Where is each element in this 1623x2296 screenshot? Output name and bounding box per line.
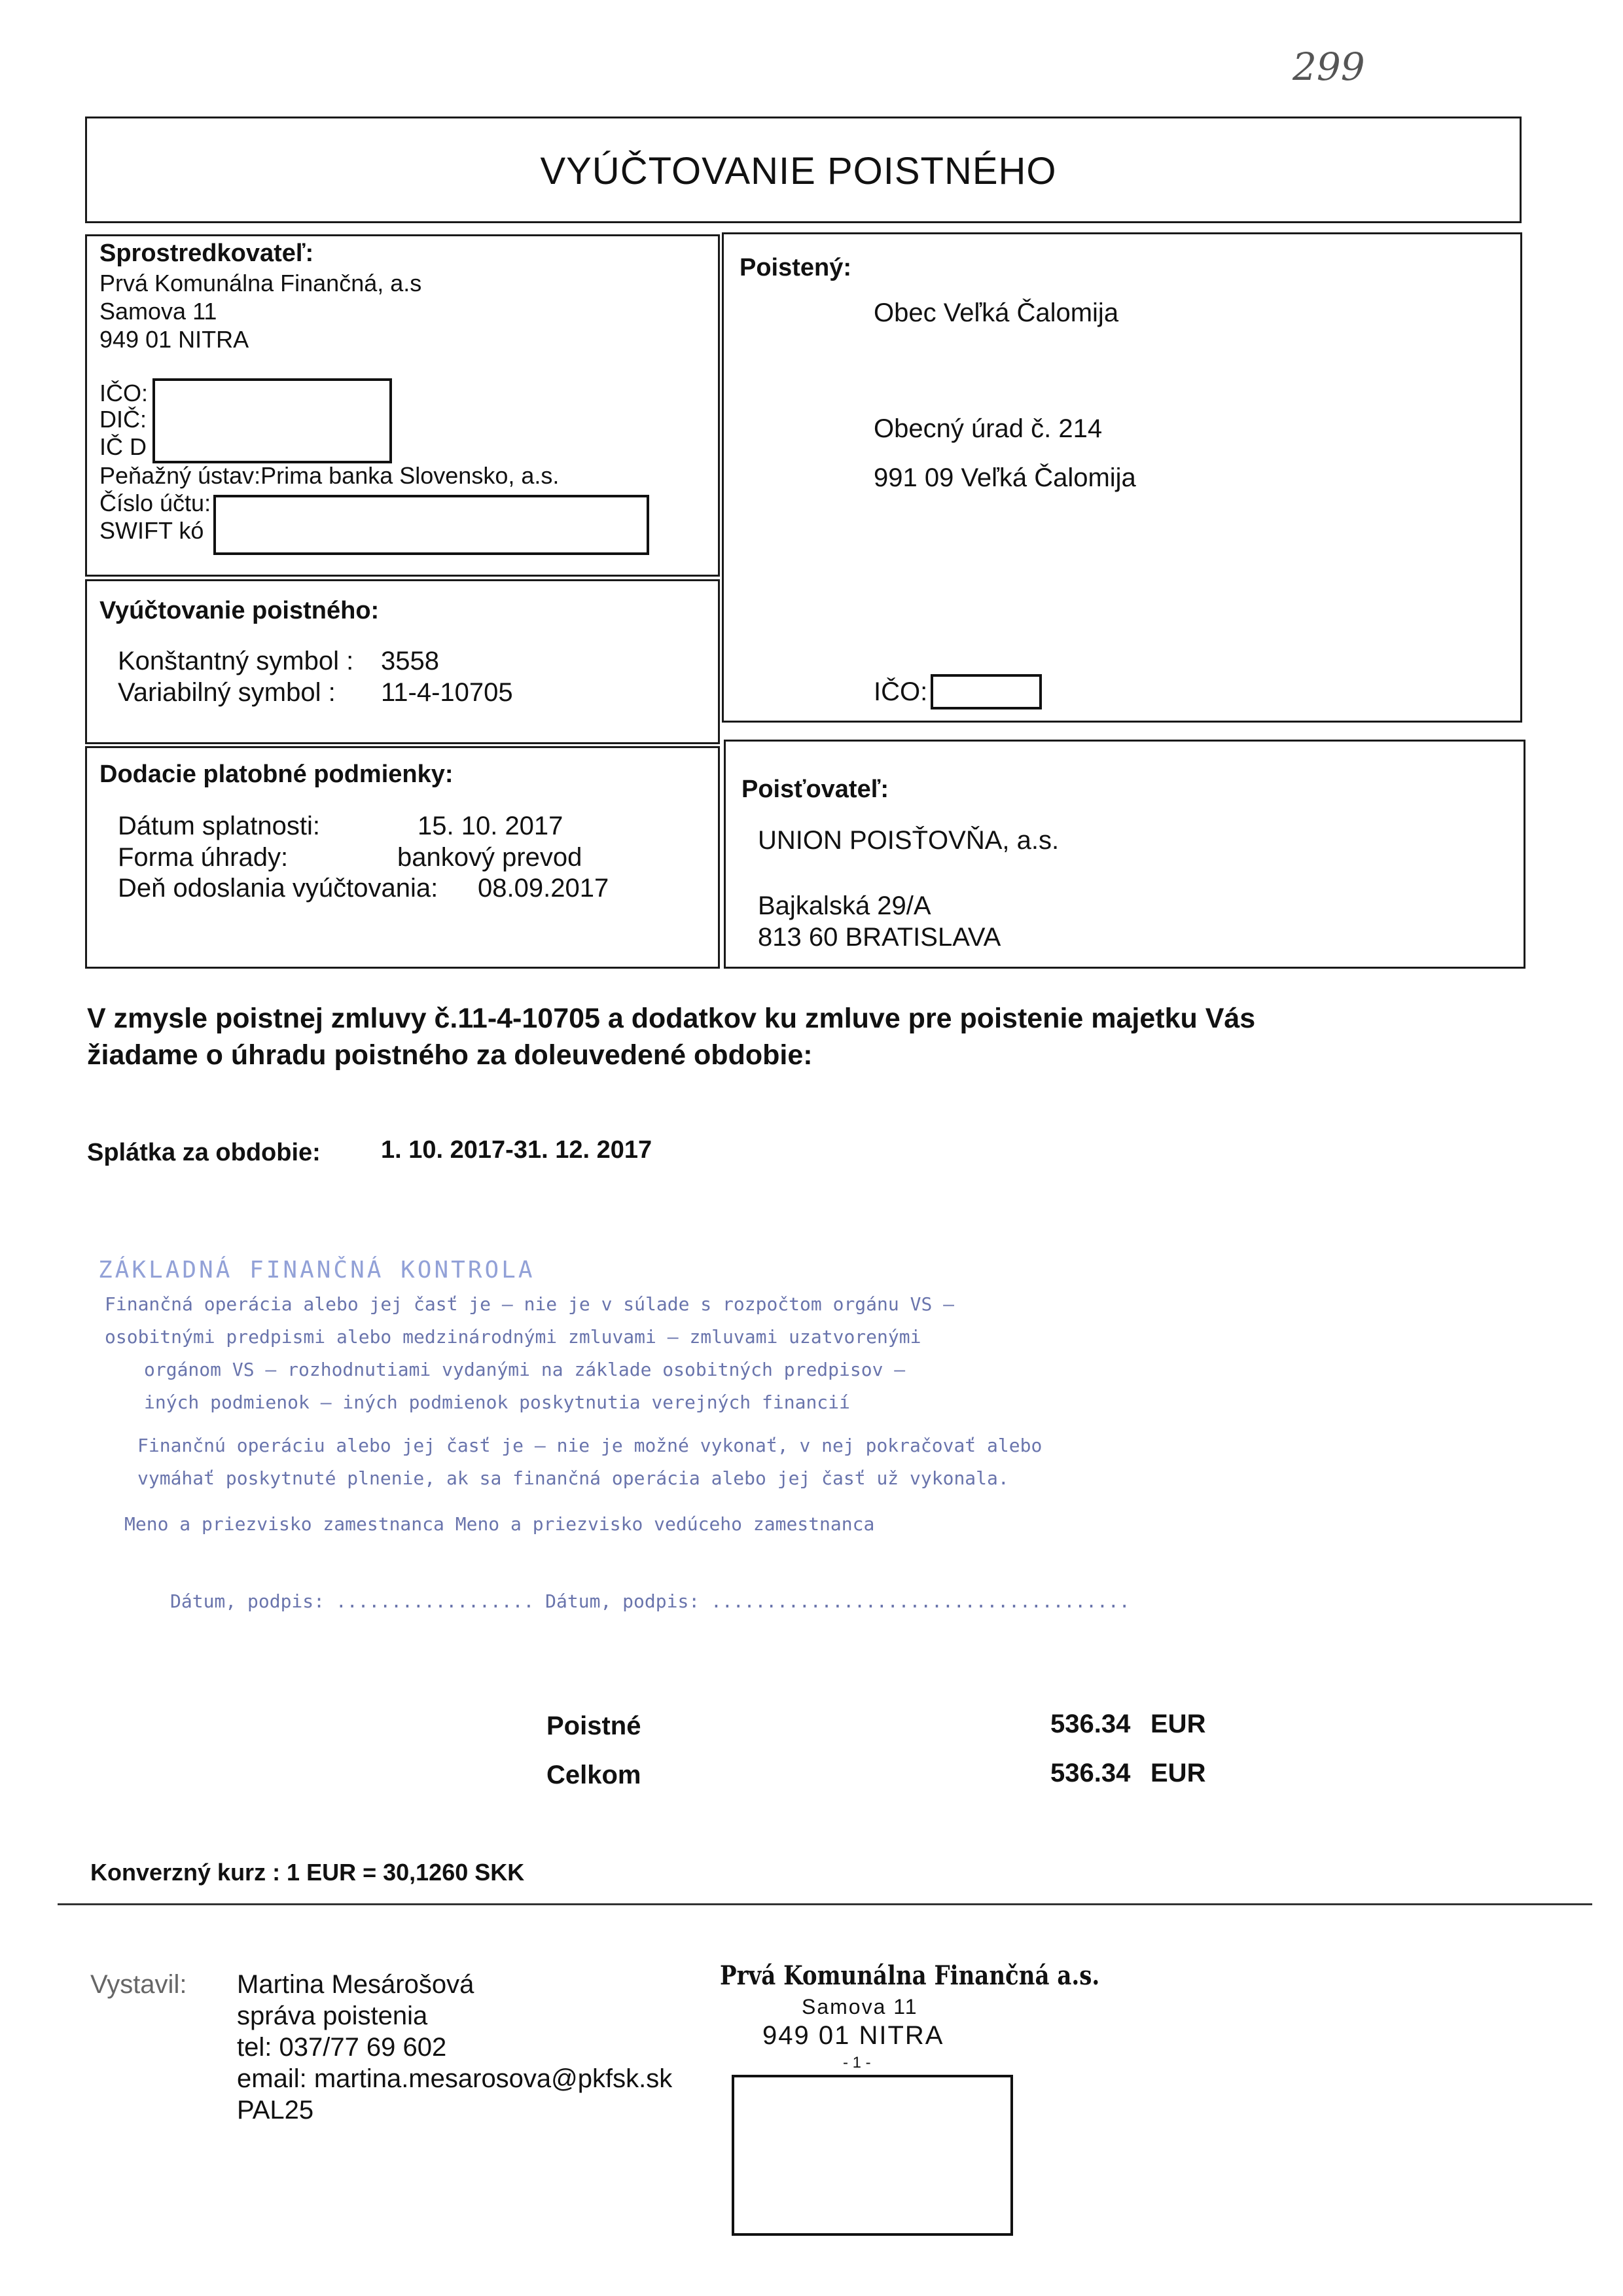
premium-value: 536.34: [1050, 1710, 1131, 1738]
stamp-line-7: vymáhať poskytnuté plnenie, ak sa finančná operácia alebo jej časť už vykonala.: [137, 1467, 1009, 1489]
stamp-line-2: Finančná operácia alebo jej časť je – nie je v súlade s rozpočtom orgánu VS –: [105, 1293, 955, 1315]
company-stamp-street: Samova 11: [802, 1995, 918, 2018]
installment-value: 1. 10. 2017-31. 12. 2017: [381, 1136, 652, 1164]
insured-ico-label: IČO:: [874, 677, 928, 706]
stamp-line-1: ZÁKLADNÁ FINANČNÁ KONTROLA: [98, 1257, 535, 1283]
insured-office: Obecný úrad č. 214: [874, 414, 1103, 443]
const-symbol-label: Konštantný symbol :: [118, 647, 354, 675]
request-line-2: žiadame o úhradu poistného za doleuvedené obdobie:: [87, 1039, 813, 1071]
conversion-rate: Konverzný kurz : 1 EUR = 30,1260 SKK: [90, 1859, 525, 1886]
intermediary-account-label: Číslo účtu:: [99, 490, 211, 516]
intermediary-ico-label: IČO:: [99, 380, 149, 406]
page-title: VYÚČTOVANIE POISTNÉHO: [540, 150, 1057, 192]
redacted-account: [213, 495, 649, 555]
payment-form-value: bankový prevod: [397, 843, 582, 872]
insured-city: 991 09 Veľká Čalomija: [874, 463, 1136, 492]
stamp-line-6: Finančnú operáciu alebo jej časť je – nie je možné vykonať, v nej pokračovať alebo: [137, 1435, 1043, 1456]
premium-label: Poistné: [546, 1712, 641, 1740]
sent-date-label: Deň odoslania vyúčtovania:: [118, 874, 438, 903]
intermediary-bank: Peňažný ústav:Prima banka Slovensko, a.s.: [99, 462, 560, 489]
billing-heading: Vyúčtovanie poistného:: [99, 597, 380, 624]
redacted-insured-ico: [931, 674, 1042, 709]
delivery-heading: Dodacie platobné podmienky:: [99, 761, 454, 788]
installment-label: Splátka za obdobie:: [87, 1139, 321, 1166]
issuer-code: PAL25: [237, 2096, 314, 2125]
issuer-name: Martina Mesárošová: [237, 1970, 474, 1999]
insurer-name: UNION POISŤOVŇA, a.s.: [758, 826, 1060, 855]
insurer-street: Bajkalská 29/A: [758, 891, 931, 920]
intermediary-name: Prvá Komunálna Finančná, a.s: [99, 270, 422, 296]
stamp-line-3: osobitnými predpismi alebo medzinárodnými zmluvami – zmluvami uzatvorenými: [105, 1326, 921, 1348]
intermediary-icdph-label: IČ D: [99, 433, 147, 460]
insurer-city: 813 60 BRATISLAVA: [758, 923, 1001, 952]
const-symbol-value: 3558: [381, 647, 439, 675]
company-stamp-page: - 1 -: [843, 2054, 871, 2072]
intermediary-street: Samova 11: [99, 298, 217, 325]
var-symbol-value: 11-4-10705: [381, 678, 513, 707]
stamp-line-5: iných podmienok – iných podmienok poskytnutia verejných financií: [144, 1391, 850, 1413]
footer-divider: [58, 1903, 1592, 1905]
issuer-dept: správa poistenia: [237, 2001, 428, 2030]
issuer-label: Vystavil:: [90, 1970, 187, 1999]
stamp-line-8: Meno a priezvisko zamestnanca Meno a priezvisko vedúceho zamestnanca: [124, 1513, 875, 1535]
due-date-value: 15. 10. 2017: [418, 812, 563, 840]
control-stamp: [92, 1257, 1130, 1636]
var-symbol-label: Variabilný symbol :: [118, 678, 336, 707]
intermediary-city: 949 01 NITRA: [99, 326, 249, 353]
stamp-line-4: orgánom VS – rozhodnutiami vydanými na základe osobitných predpisov –: [144, 1359, 906, 1380]
insurer-heading: Poisťovateľ:: [741, 776, 889, 803]
payment-form-label: Forma úhrady:: [118, 843, 289, 872]
due-date-label: Dátum splatnosti:: [118, 812, 321, 840]
intermediary-dic-label: DIČ:: [99, 406, 147, 433]
stamp-line-9: Dátum, podpis: .................. Dátum, podpis: ......................................: [170, 1590, 1130, 1612]
redacted-ids: [152, 378, 392, 463]
total-label: Celkom: [546, 1761, 641, 1789]
total-currency: EUR: [1150, 1759, 1206, 1787]
issuer-email: email: martina.mesarosova@pkfsk.sk: [237, 2064, 673, 2093]
insured-name: Obec Veľká Čalomija: [874, 298, 1119, 327]
redacted-signature: [732, 2075, 1013, 2236]
intermediary-swift-label: SWIFT kó: [99, 517, 204, 544]
intermediary-heading: Sprostredkovateľ:: [99, 240, 314, 267]
premium-currency: EUR: [1150, 1710, 1206, 1738]
handwritten-number: 299: [1293, 45, 1365, 89]
request-line-1: V zmysle poistnej zmluvy č.11-4-10705 a dodatkov ku zmluve pre poistenie majetku Vás: [87, 1003, 1256, 1034]
company-stamp-name: Prvá Komunálna Finančná a.s.: [720, 1960, 1100, 1991]
sent-date-value: 08.09.2017: [478, 874, 609, 903]
issuer-tel: tel: 037/77 69 602: [237, 2033, 447, 2062]
company-stamp-city: 949 01 NITRA: [762, 2021, 944, 2050]
insured-heading: Poistený:: [740, 254, 852, 281]
total-value: 536.34: [1050, 1759, 1131, 1787]
